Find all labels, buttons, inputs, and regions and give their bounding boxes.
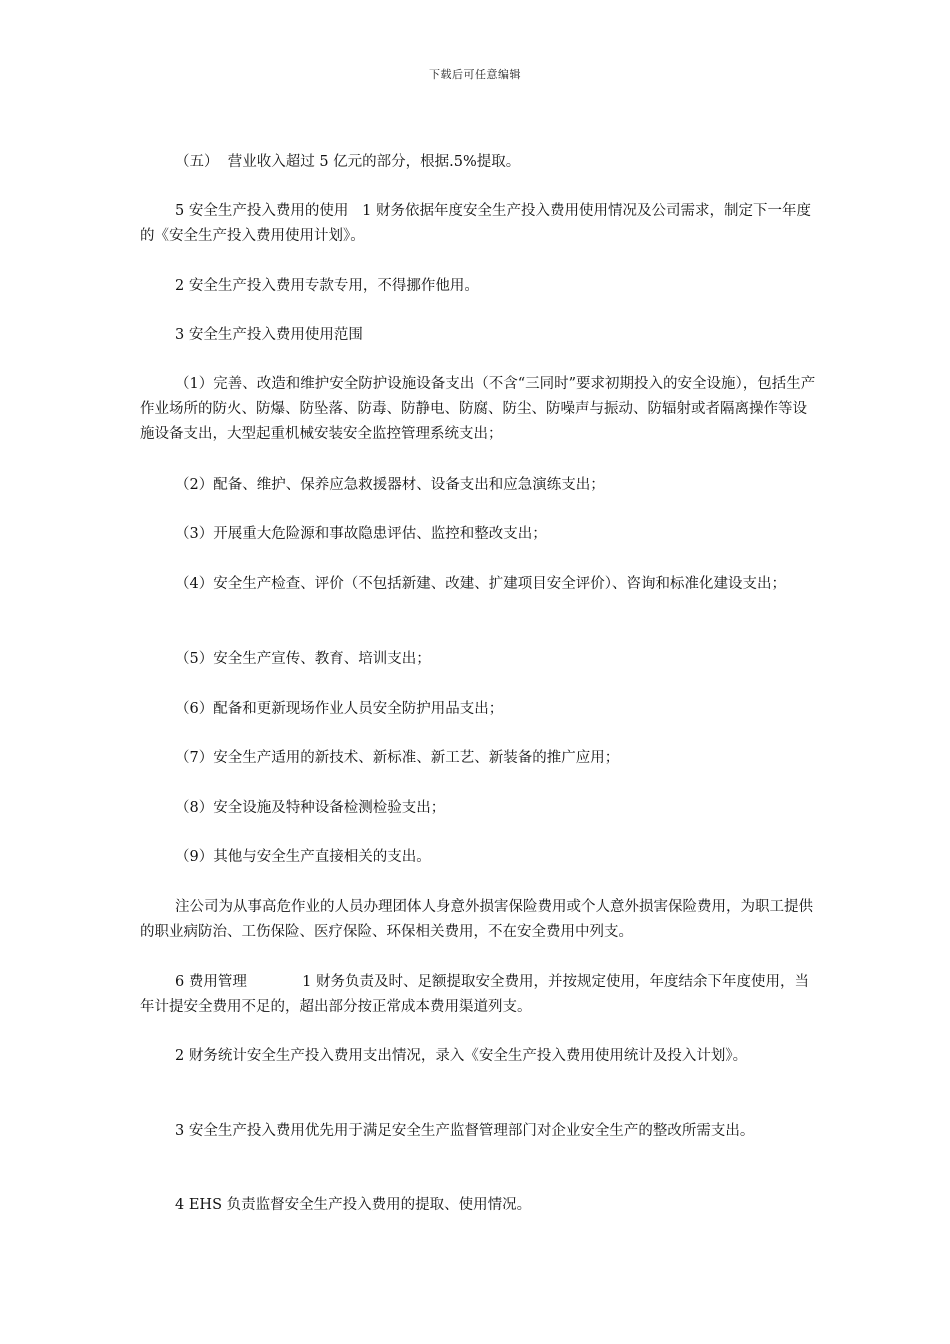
list-item-1: （1）完善、改造和维护安全防护设施设备支出（不含“三同时”要求初期投入的安全设施），包括生产作业场所的防火、防爆、防坠落、防毒、防静电、防腐、防尘、防噪声与振动、防辐射或者隔离操作等设施设备支出，大型起重机械安装安全监控管理系统支出；: [140, 376, 816, 442]
list-item-4: （4）安全生产检查、评价（不包括新建、改建、扩建项目安全评价）、咨询和标准化建设支出；: [175, 576, 786, 592]
list-item-3: （3）开展重大危险源和事故隐患评估、监控和整改支出；: [175, 526, 547, 542]
list-item-2: （2）配备、维护、保养应急救援器材、设备支出和应急演练支出；: [175, 477, 605, 493]
paragraph-5-5: （五） 营业收入超过 5 亿元的部分，根据.5%提取。: [175, 154, 521, 170]
note-paragraph: 注公司为从事高危作业的人员办理团体人身意外损害保险费用或个人意外损害保险费用，为职工提供的职业病防治、工伤保险、医疗保险、环保相关费用，不在安全费用中列支。: [140, 899, 813, 940]
paragraph-6-2: 2 财务统计安全生产投入费用支出情况，录入《安全生产投入费用使用统计及投入计划》。: [175, 1048, 748, 1064]
list-item-6: （6）配备和更新现场作业人员安全防护用品支出；: [175, 701, 504, 717]
paragraph-section-5: 5 安全生产投入费用的使用 1 财务依据年度安全生产投入费用使用情况及公司需求，制定下一年度的《安全生产投入费用使用计划》。: [140, 203, 811, 244]
list-item-8: （8）安全设施及特种设备检测检验支出；: [175, 800, 446, 816]
list-item-9: （9）其他与安全生产直接相关的支出。: [175, 849, 431, 865]
page-header: 下载后可任意编辑: [429, 68, 521, 81]
list-item-5: （5）安全生产宣传、教育、培训支出；: [175, 651, 431, 667]
paragraph-6-4: 4 EHS 负责监督安全生产投入费用的提取、使用情况。: [175, 1197, 532, 1213]
paragraph-section-6: 6 费用管理 1 财务负责及时、足额提取安全费用，并按规定使用，年度结余下年度使用，当年计提安全费用不足的，超出部分按正常成本费用渠道列支。: [140, 974, 809, 1015]
list-item-7: （7）安全生产适用的新技术、新标准、新工艺、新装备的推广应用；: [175, 750, 620, 766]
paragraph-5-2: 2 安全生产投入费用专款专用，不得挪作他用。: [175, 278, 479, 294]
paragraph-6-3: 3 安全生产投入费用优先用于满足安全生产监督管理部门对企业安全生产的整改所需支出。: [175, 1123, 755, 1139]
paragraph-5-3: 3 安全生产投入费用使用范围: [175, 327, 363, 343]
